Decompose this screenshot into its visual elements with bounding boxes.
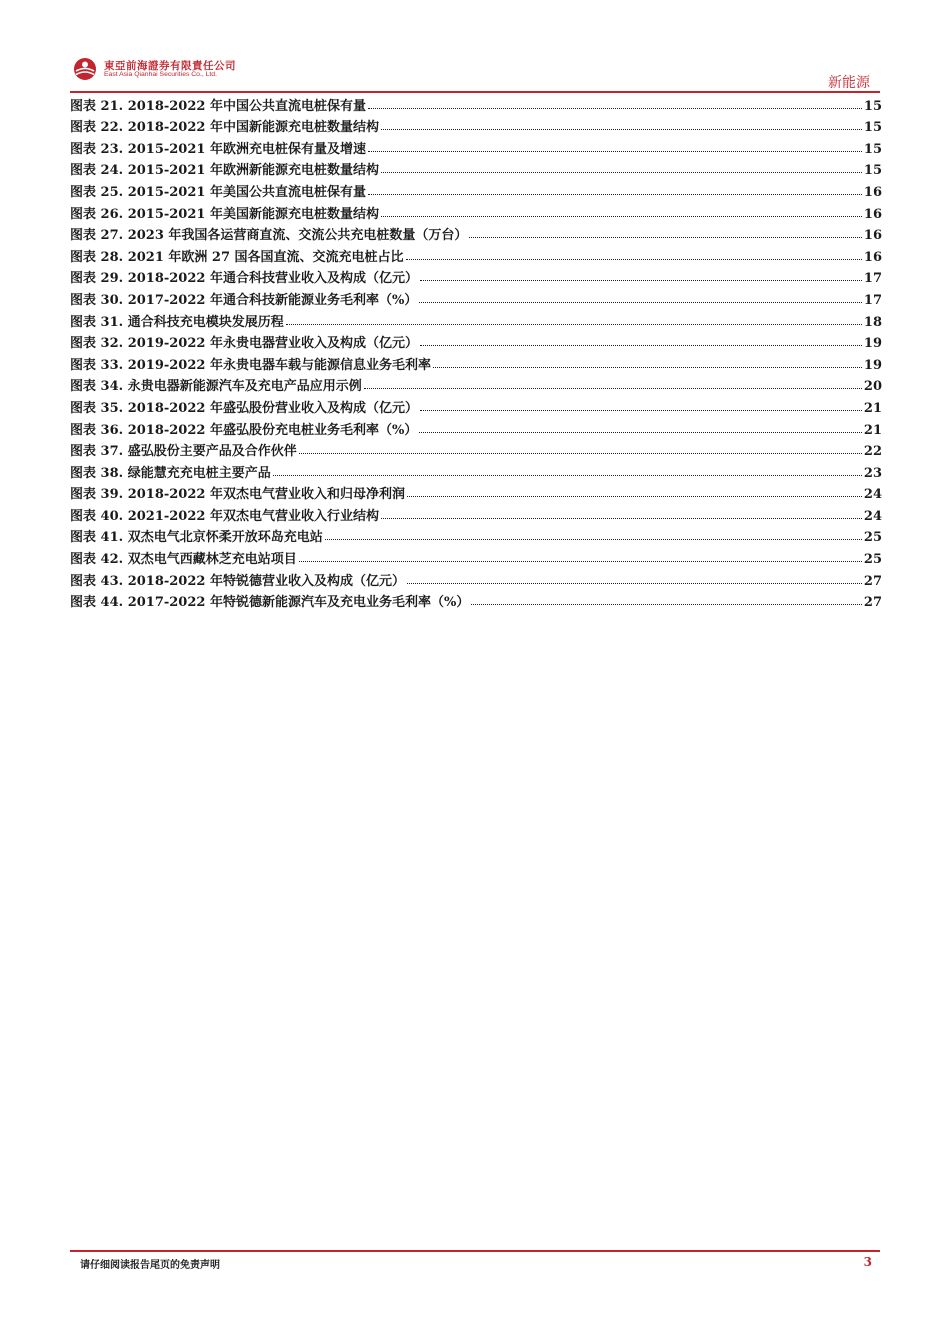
toc-entry[interactable]: [70, 308, 882, 330]
toc-entry[interactable]: [70, 567, 882, 589]
toc-entry[interactable]: [70, 502, 882, 524]
toc-entry[interactable]: [70, 265, 882, 287]
toc-entry-text: [70, 289, 417, 308]
toc-dot-leader: [469, 237, 862, 238]
toc-entry[interactable]: [70, 524, 882, 546]
page-header: [70, 52, 880, 92]
toc-entry-title: 2015-2021 年欧洲充电桩保有量及增速: [127, 141, 366, 157]
toc-entry-label: 图表 37.: [70, 444, 124, 460]
toc-entry-page: 22: [863, 444, 882, 460]
toc-entry-text: [70, 397, 418, 416]
toc-dot-leader: [419, 302, 862, 303]
toc-entry-label: 图表 34.: [70, 379, 124, 395]
toc-entry-page: 15: [863, 120, 882, 136]
toc-entry-label: 图表 23.: [70, 141, 124, 157]
toc-entry-title: 双杰电气西藏林芝充电站项目: [127, 552, 297, 568]
toc-entry-page: 19: [863, 357, 882, 373]
toc-entry-page: 16: [863, 249, 882, 265]
toc-entry-label: 图表 28.: [70, 249, 124, 265]
toc-entry-title: 2018-2022 年中国新能源充电桩数量结构: [127, 120, 379, 136]
toc-entry-title: 2015-2021 年欧洲新能源充电桩数量结构: [127, 163, 379, 179]
toc-entry-label: 图表 24.: [70, 163, 124, 179]
toc-entry-label: 图表 44.: [70, 595, 124, 611]
toc-entry-page: 16: [863, 184, 882, 200]
footer-divider: [70, 1250, 880, 1252]
toc-entry-label: 图表 25.: [70, 184, 124, 200]
toc-entry[interactable]: [70, 416, 882, 438]
toc-entry-title: 盛弘股份主要产品及合作伙伴: [127, 444, 297, 460]
toc-entry-page: 25: [863, 552, 882, 568]
toc-entry-page: 16: [863, 228, 882, 244]
toc-entry-label: 图表 30.: [70, 292, 124, 308]
toc-entry[interactable]: [70, 286, 882, 308]
toc-dot-leader: [273, 475, 862, 476]
toc-entry-page: 16: [863, 206, 882, 222]
toc-entry-title: 2023 年我国各运营商直流、交流公共充电桩数量（万台）: [127, 228, 468, 244]
toc-entry[interactable]: [70, 92, 882, 114]
toc-entry-page: 24: [863, 487, 882, 503]
toc-entry-label: 图表 41.: [70, 530, 124, 546]
toc-entry-text: [70, 591, 469, 610]
section-tag: 新能源: [828, 75, 870, 91]
toc-entry[interactable]: [70, 200, 882, 222]
toc-dot-leader: [381, 518, 862, 519]
toc-entry-title: 2019-2022 年永贵电器车载与能源信息业务毛利率: [127, 357, 431, 373]
toc-entry-text: [70, 267, 418, 286]
toc-dot-leader: [420, 345, 862, 346]
toc-entry-title: 2021 年欧洲 27 国各国直流、交流充电桩占比: [127, 249, 404, 265]
toc-dot-leader: [407, 496, 862, 497]
toc-dot-leader: [420, 410, 862, 411]
figure-list: [70, 92, 882, 610]
toc-entry-page: 18: [863, 314, 882, 330]
toc-entry-title: 2018-2022 年通合科技营业收入及构成（亿元）: [127, 271, 418, 287]
toc-dot-leader: [381, 216, 862, 217]
toc-entry-text: [70, 375, 362, 394]
toc-entry-page: 21: [863, 422, 882, 438]
toc-entry-title: 2021-2022 年双杰电气营业收入行业结构: [127, 508, 379, 524]
company-logo-icon: [73, 57, 97, 81]
toc-entry-label: 图表 31.: [70, 314, 124, 330]
toc-entry-text: [70, 138, 366, 157]
toc-entry[interactable]: [70, 589, 882, 611]
toc-entry-label: 图表 38.: [70, 465, 124, 481]
toc-entry-page: 20: [863, 379, 882, 395]
toc-entry-page: 21: [863, 400, 882, 416]
toc-entry-page: 19: [863, 336, 882, 352]
toc-entry[interactable]: [70, 330, 882, 352]
toc-entry-title: 通合科技充电模块发展历程: [127, 314, 284, 330]
toc-entry-text: [70, 570, 405, 589]
toc-entry-page: 17: [863, 271, 882, 287]
toc-entry-text: [70, 246, 404, 265]
toc-entry-page: 15: [863, 141, 882, 157]
toc-entry-label: 图表 21.: [70, 98, 124, 114]
toc-entry[interactable]: [70, 459, 882, 481]
toc-entry-label: 图表 40.: [70, 508, 124, 524]
toc-entry[interactable]: [70, 178, 882, 200]
toc-entry-page: 27: [863, 595, 882, 611]
toc-entry-page: 24: [863, 508, 882, 524]
toc-dot-leader: [471, 604, 862, 605]
toc-entry-title: 2018-2022 年双杰电气营业收入和归母净利润: [127, 487, 405, 503]
toc-entry-label: 图表 35.: [70, 400, 124, 416]
toc-entry-title: 2018-2022 年盛弘股份营业收入及构成（亿元）: [127, 400, 418, 416]
toc-entry-label: 图表 36.: [70, 422, 124, 438]
toc-entry-title: 2017-2022 年特锐德新能源汽车及充电业务毛利率（%）: [127, 595, 470, 611]
toc-dot-leader: [433, 367, 862, 368]
toc-entry-page: 15: [863, 163, 882, 179]
company-name-cn: 東亞前海證券有限責任公司: [104, 60, 236, 72]
toc-entry-text: [70, 181, 366, 200]
toc-dot-leader: [406, 259, 862, 260]
toc-entry-title: 2018-2022 年盛弘股份充电桩业务毛利率（%）: [127, 422, 418, 438]
toc-entry-text: [70, 224, 467, 243]
toc-entry-title: 2018-2022 年中国公共直流电桩保有量: [127, 98, 366, 114]
toc-entry[interactable]: [70, 373, 882, 395]
toc-entry-text: [70, 505, 379, 524]
toc-entry-label: 图表 42.: [70, 552, 124, 568]
toc-entry[interactable]: [70, 157, 882, 179]
toc-entry[interactable]: [70, 545, 882, 567]
toc-entry-text: [70, 462, 271, 481]
toc-dot-leader: [368, 108, 862, 109]
toc-entry[interactable]: [70, 394, 882, 416]
toc-entry-page: 25: [863, 530, 882, 546]
toc-entry-label: 图表 29.: [70, 271, 124, 287]
footer-disclaimer: 请仔细阅读报告尾页的免责声明: [80, 1260, 220, 1271]
toc-entry[interactable]: [70, 481, 882, 503]
toc-dot-leader: [420, 280, 862, 281]
toc-entry-text: [70, 526, 323, 545]
toc-entry-text: [70, 95, 366, 114]
toc-dot-leader: [381, 172, 862, 173]
toc-entry-text: [70, 203, 379, 222]
toc-entry-text: [70, 440, 297, 459]
toc-entry[interactable]: [70, 222, 882, 244]
toc-entry-title: 2015-2021 年美国新能源充电桩数量结构: [127, 206, 379, 222]
toc-entry-text: [70, 548, 297, 567]
toc-dot-leader: [364, 388, 862, 389]
toc-entry[interactable]: [70, 243, 882, 265]
toc-entry[interactable]: [70, 351, 882, 373]
toc-dot-leader: [325, 539, 862, 540]
toc-entry-text: [70, 332, 418, 351]
toc-dot-leader: [381, 129, 862, 130]
toc-entry[interactable]: [70, 135, 882, 157]
toc-dot-leader: [419, 432, 862, 433]
toc-dot-leader: [407, 583, 862, 584]
toc-entry-title: 永贵电器新能源汽车及充电产品应用示例: [127, 379, 362, 395]
toc-entry-title: 2015-2021 年美国公共直流电桩保有量: [127, 184, 366, 200]
toc-entry-title: 2018-2022 年特锐德营业收入及构成（亿元）: [127, 573, 405, 589]
toc-entry[interactable]: [70, 114, 882, 136]
toc-entry-label: 图表 39.: [70, 487, 124, 503]
toc-entry-text: [70, 483, 405, 502]
toc-entry-label: 图表 22.: [70, 120, 124, 136]
toc-entry-label: 图表 32.: [70, 336, 124, 352]
toc-entry-title: 2017-2022 年通合科技新能源业务毛利率（%）: [127, 292, 418, 308]
toc-dot-leader: [299, 561, 862, 562]
toc-entry-title: 双杰电气北京怀柔开放环岛充电站: [127, 530, 323, 546]
toc-dot-leader: [286, 324, 862, 325]
toc-entry-text: [70, 116, 379, 135]
toc-entry-title: 2019-2022 年永贵电器营业收入及构成（亿元）: [127, 336, 418, 352]
toc-dot-leader: [368, 151, 862, 152]
toc-entry-page: 27: [863, 573, 882, 589]
toc-entry[interactable]: [70, 438, 882, 460]
toc-dot-leader: [368, 194, 862, 195]
toc-entry-title: 绿能慧充充电桩主要产品: [127, 465, 271, 481]
toc-entry-page: 17: [863, 292, 882, 308]
toc-dot-leader: [299, 453, 862, 454]
toc-entry-page: 23: [863, 465, 882, 481]
page-number: 3: [863, 1255, 872, 1269]
toc-entry-page: 15: [863, 98, 882, 114]
company-name-en: East Asia Qianhai Securities Co., Ltd.: [104, 71, 217, 78]
toc-entry-label: 图表 43.: [70, 573, 124, 589]
toc-entry-label: 图表 27.: [70, 228, 124, 244]
toc-entry-text: [70, 159, 379, 178]
toc-entry-text: [70, 311, 284, 330]
toc-entry-label: 图表 33.: [70, 357, 124, 373]
toc-entry-text: [70, 354, 431, 373]
toc-entry-text: [70, 419, 417, 438]
toc-entry-label: 图表 26.: [70, 206, 124, 222]
